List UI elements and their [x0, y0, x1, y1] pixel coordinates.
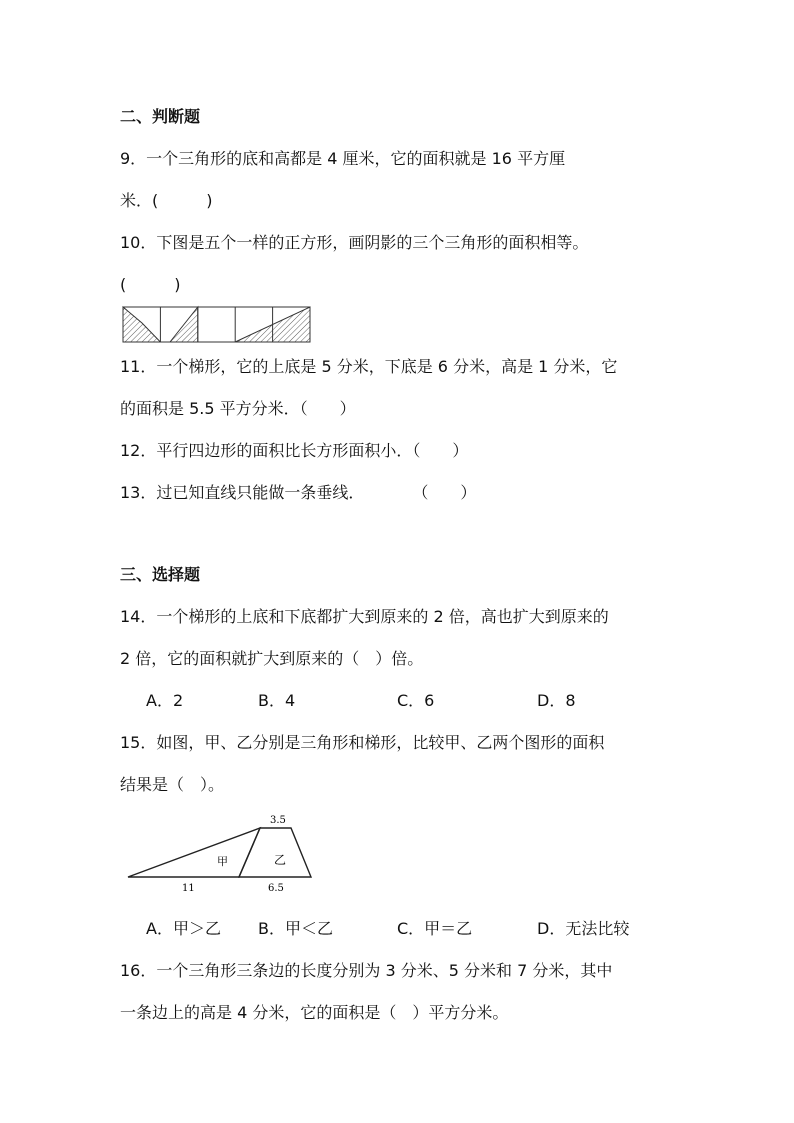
- label-base-11: 11: [182, 883, 195, 894]
- q14-option-c[interactable]: C．6: [397, 691, 435, 710]
- q14-option-b[interactable]: B．4: [258, 691, 296, 710]
- question-14-line1: 14．一个梯形的上底和下底都扩大到原来的 2 倍，高也扩大到原来的: [120, 607, 609, 626]
- q15-option-b[interactable]: B．甲＜乙: [258, 919, 333, 938]
- question-10-line2: ( ): [120, 275, 181, 294]
- question-12: 12．平行四边形的面积比长方形面积小．（ ）: [120, 441, 469, 460]
- question-11-line1: 11．一个梯形，它的上底是 5 分米，下底是 6 分米，高是 1 分米，它: [120, 357, 618, 376]
- q15-option-a[interactable]: A．甲＞乙: [146, 919, 221, 938]
- triangle-trapezoid-figure: [120, 810, 320, 898]
- question-11-line2: 的面积是 5.5 平方分米．（ ）: [120, 399, 356, 418]
- section-heading-judgement: 二、判断题: [120, 107, 201, 126]
- question-9-line1: 9．一个三角形的底和高都是 4 厘米，它的面积就是 16 平方厘: [120, 149, 566, 168]
- q14-option-d[interactable]: D．8: [537, 691, 576, 710]
- question-15-line2: 结果是（ ）。: [120, 775, 225, 794]
- shaded-triangle-1: [123, 307, 160, 342]
- label-top-base: 3.5: [270, 815, 286, 826]
- q14-option-a[interactable]: A．2: [146, 691, 184, 710]
- five-squares-figure: [122, 305, 314, 345]
- triangle-jia: [128, 828, 260, 877]
- shaded-triangle-2: [170, 307, 198, 342]
- question-16-line1: 16．一个三角形三条边的长度分别为 3 分米、5 分米和 7 分米，其中: [120, 961, 613, 980]
- question-14-line2: 2 倍，它的面积就扩大到原来的（ ）倍。: [120, 649, 424, 668]
- question-15-line1: 15．如图，甲、乙分别是三角形和梯形，比较甲、乙两个图形的面积: [120, 733, 605, 752]
- question-16-line2: 一条边上的高是 4 分米，它的面积是（ ）平方分米。: [120, 1003, 509, 1022]
- question-9-line2: 米．( ): [120, 191, 213, 210]
- label-base-6-5: 6.5: [268, 883, 284, 894]
- question-13: 13．过已知直线只能做一条垂线． （ ）: [120, 483, 477, 502]
- section-heading-choice: 三、选择题: [120, 565, 201, 584]
- question-10-line1: 10．下图是五个一样的正方形，画阴影的三个三角形的面积相等。: [120, 233, 589, 252]
- label-jia: 甲: [217, 855, 228, 868]
- q15-option-c[interactable]: C．甲＝乙: [397, 919, 473, 938]
- label-yi: 乙: [274, 853, 287, 867]
- q15-option-d[interactable]: D．无法比较: [537, 919, 630, 938]
